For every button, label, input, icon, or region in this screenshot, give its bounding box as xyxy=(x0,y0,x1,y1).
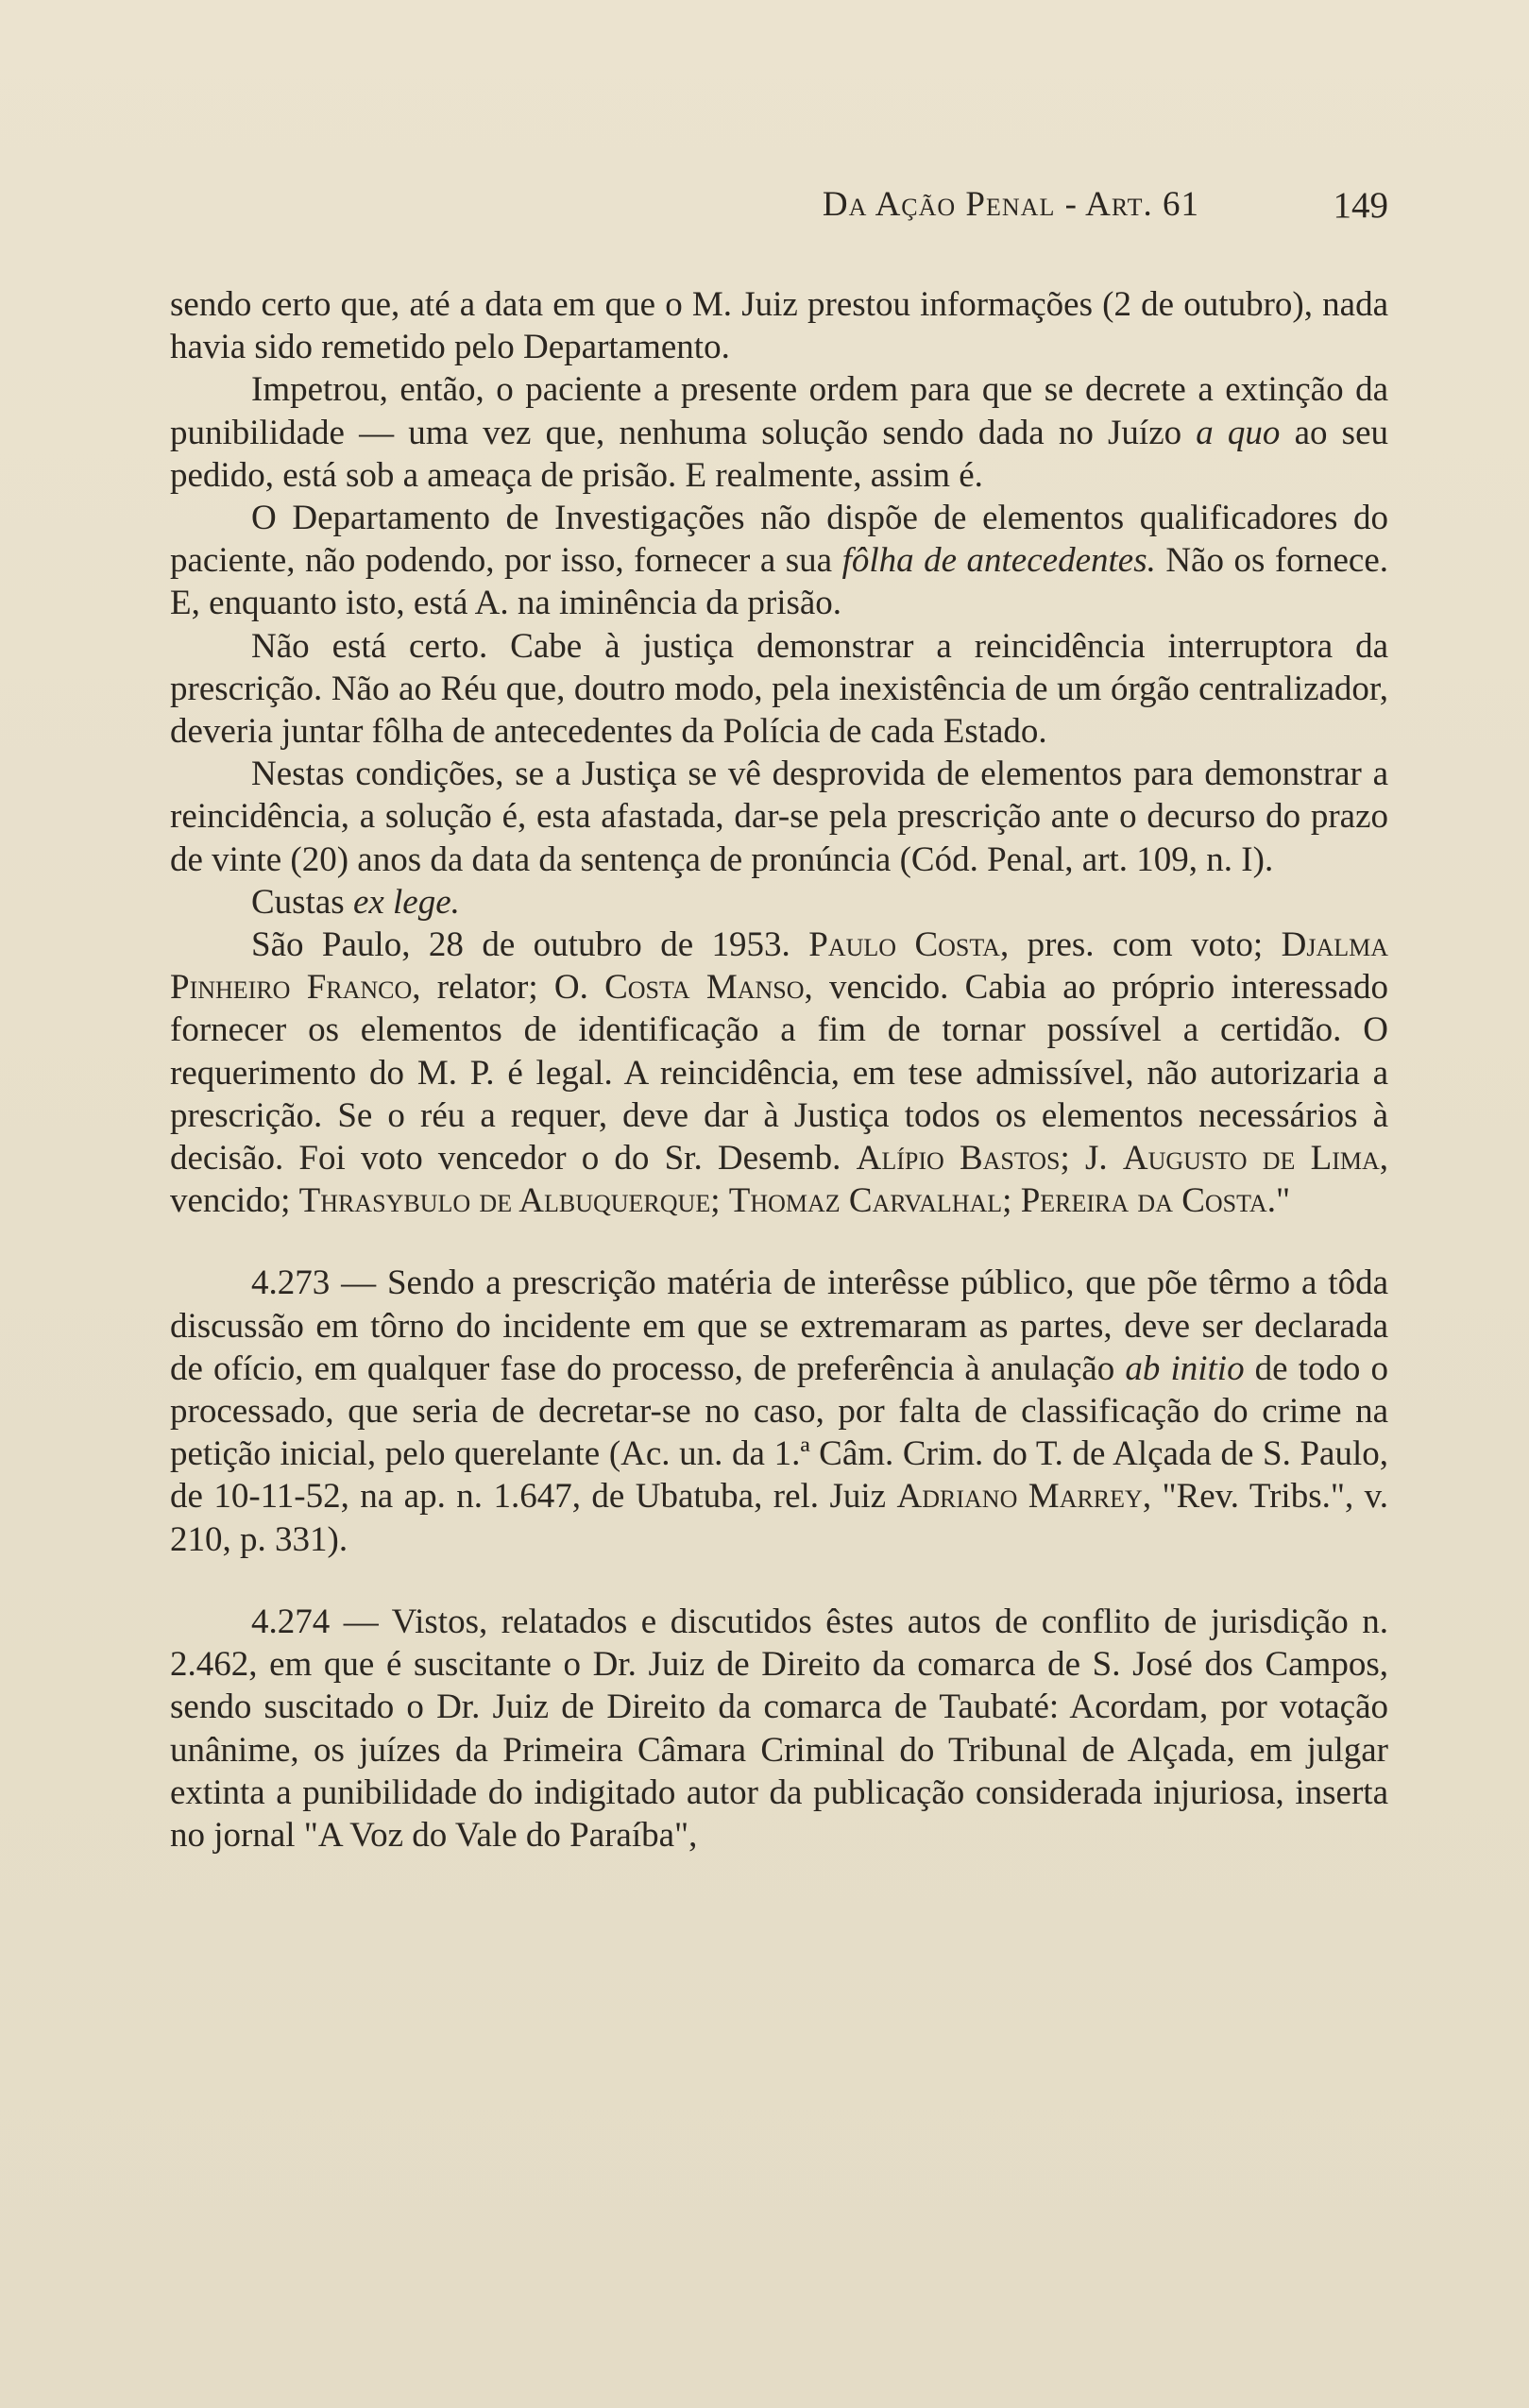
running-title: Da Ação Penal - Art. 61 xyxy=(822,185,1199,224)
paragraph-text: , pres. com voto; xyxy=(999,925,1282,965)
paragraph-text: ; J. xyxy=(1060,1139,1123,1179)
paragraph-text: ; xyxy=(710,1181,729,1221)
judge-name: Paulo Costa xyxy=(808,925,1000,965)
paragraph-text: São Paulo, 28 de outubro de 1953. xyxy=(251,925,809,965)
paragraph-text: , "Rev. Tribs.", v. 210, p. 331). xyxy=(170,1477,1388,1559)
paragraph-text: Não está certo. Cabe à justiça demonstrar a reincidência interruptora da prescrição. Não ao Réu que, doutro modo, pela inexistência de um órgão centralizador, deveria juntar fôlha de antecedentes da Polícia de cada Estado. xyxy=(170,626,1388,752)
judge-name: Pereira da Costa xyxy=(1020,1181,1267,1221)
italic-term: ex lege. xyxy=(352,882,460,922)
body-text xyxy=(170,283,1388,1857)
paragraph-text: Nestas condições, se a Justiça se vê desprovida de elementos para demonstrar a reincidência, a solução é, esta afastada, dar-se pela prescrição ante o decurso do prazo de vinte (20) anos da data da sentença de pronúncia (Cód. Penal, art. 109, n. I). xyxy=(170,755,1388,879)
entry-4273 xyxy=(170,1262,1388,1560)
entry-4274 xyxy=(170,1601,1388,1857)
paragraph-text: , vencido; xyxy=(170,1139,1388,1221)
paragraph-text: ." xyxy=(1266,1181,1291,1221)
paragraph-text: , vencido. Cabia ao próprio interessado fornecer os elementos de identificação a fim de tornar possível a certidão. O requerimento do M. P. é legal. A reincidência, em tese admissível, não autorizaria a prescrição. Se o réu a requer, deve dar à Justiça todos os elementos necessários à decisão. Foi voto vencedor o do Sr. Desemb. xyxy=(170,968,1388,1179)
paragraph-text: O Departamento de Investigações não dispõe de elementos qualificadores do paciente, não podendo, por isso, fornecer a sua xyxy=(170,499,1388,581)
paragraph-text: de todo o processado, que seria de decretar-se no caso, por falta de classificação do crime na petição inicial, pelo querelante (Ac. un. da 1.ª Câm. Crim. do T. de Alçada de S. Paulo, de 10-11-52, na ap. n. 1.647, de Ubatuba, rel. Juiz xyxy=(170,1348,1388,1517)
signature-paragraph xyxy=(170,924,1388,1222)
paragraph xyxy=(170,881,1388,924)
paragraph-text: ; xyxy=(1002,1181,1021,1221)
paragraph-text: Impetrou, então, o paciente a presente ordem para que se decrete a extinção da punibilidade — uma vez que, nenhuma solução sendo dada no Juízo xyxy=(170,370,1388,452)
page-number: 149 xyxy=(1333,185,1388,226)
judge-name: Alípio Bastos xyxy=(856,1139,1061,1179)
paragraph xyxy=(170,625,1388,754)
running-head xyxy=(170,184,1388,231)
judge-name: Djalma Pinheiro Franco xyxy=(170,925,1389,1008)
judge-name: Thomaz Carvalhal xyxy=(728,1181,1003,1221)
italic-term: a quo xyxy=(1196,413,1281,452)
paragraph-text: Custas xyxy=(251,882,353,922)
paragraph-text: , relator; O. xyxy=(412,968,605,1008)
paragraph xyxy=(170,753,1388,881)
paragraph-text: sendo certo que, até a data em que o M. Juiz prestou informações (2 de outubro), nada havia sido remetido pelo Departamento. xyxy=(170,285,1388,367)
judge-name: Thrasybulo de Albuquerque xyxy=(298,1181,711,1221)
paragraph-text: 4.273 — Sendo a prescrição matéria de interêsse público, que põe têrmo a tôda discussão em tôrno do incidente em que se extremaram as partes, deve ser declarada de ofício, em qualquer fase do processo, de preferência à anulação xyxy=(170,1263,1388,1388)
judge-name: Adriano Marrey xyxy=(896,1477,1143,1517)
italic-term: fôlha de antecedentes. xyxy=(841,541,1156,581)
paragraph-text: 4.274 — Vistos, relatados e discutidos êstes autos de conflito de jurisdição n. 2.462, em que é suscitante o Dr. Juiz de Direito da comarca de S. José dos Campos, sendo suscitado o Dr. Juiz de Direito da comarca de Taubaté: Acordam, por votação unânime, os juízes da Primeira Câmara Criminal do Tribunal de Alçada, em julgar extinta a punibilidade do indigitado autor da publicação considerada injuriosa, inserta no jornal "A Voz do Vale do Paraíba", xyxy=(170,1602,1388,1855)
paragraph xyxy=(170,497,1388,625)
paragraph xyxy=(170,368,1388,497)
paragraph-text: Não os fornece. E, enquanto isto, está A. na iminência da prisão. xyxy=(170,541,1389,623)
judge-name: Costa Manso xyxy=(604,968,805,1008)
judge-name: Augusto de Lima xyxy=(1122,1139,1380,1179)
italic-term: ab initio xyxy=(1125,1348,1245,1388)
paragraph xyxy=(170,283,1388,368)
paragraph-text: ao seu pedido, está sob a ameaça de prisão. E realmente, assim é. xyxy=(170,413,1388,495)
